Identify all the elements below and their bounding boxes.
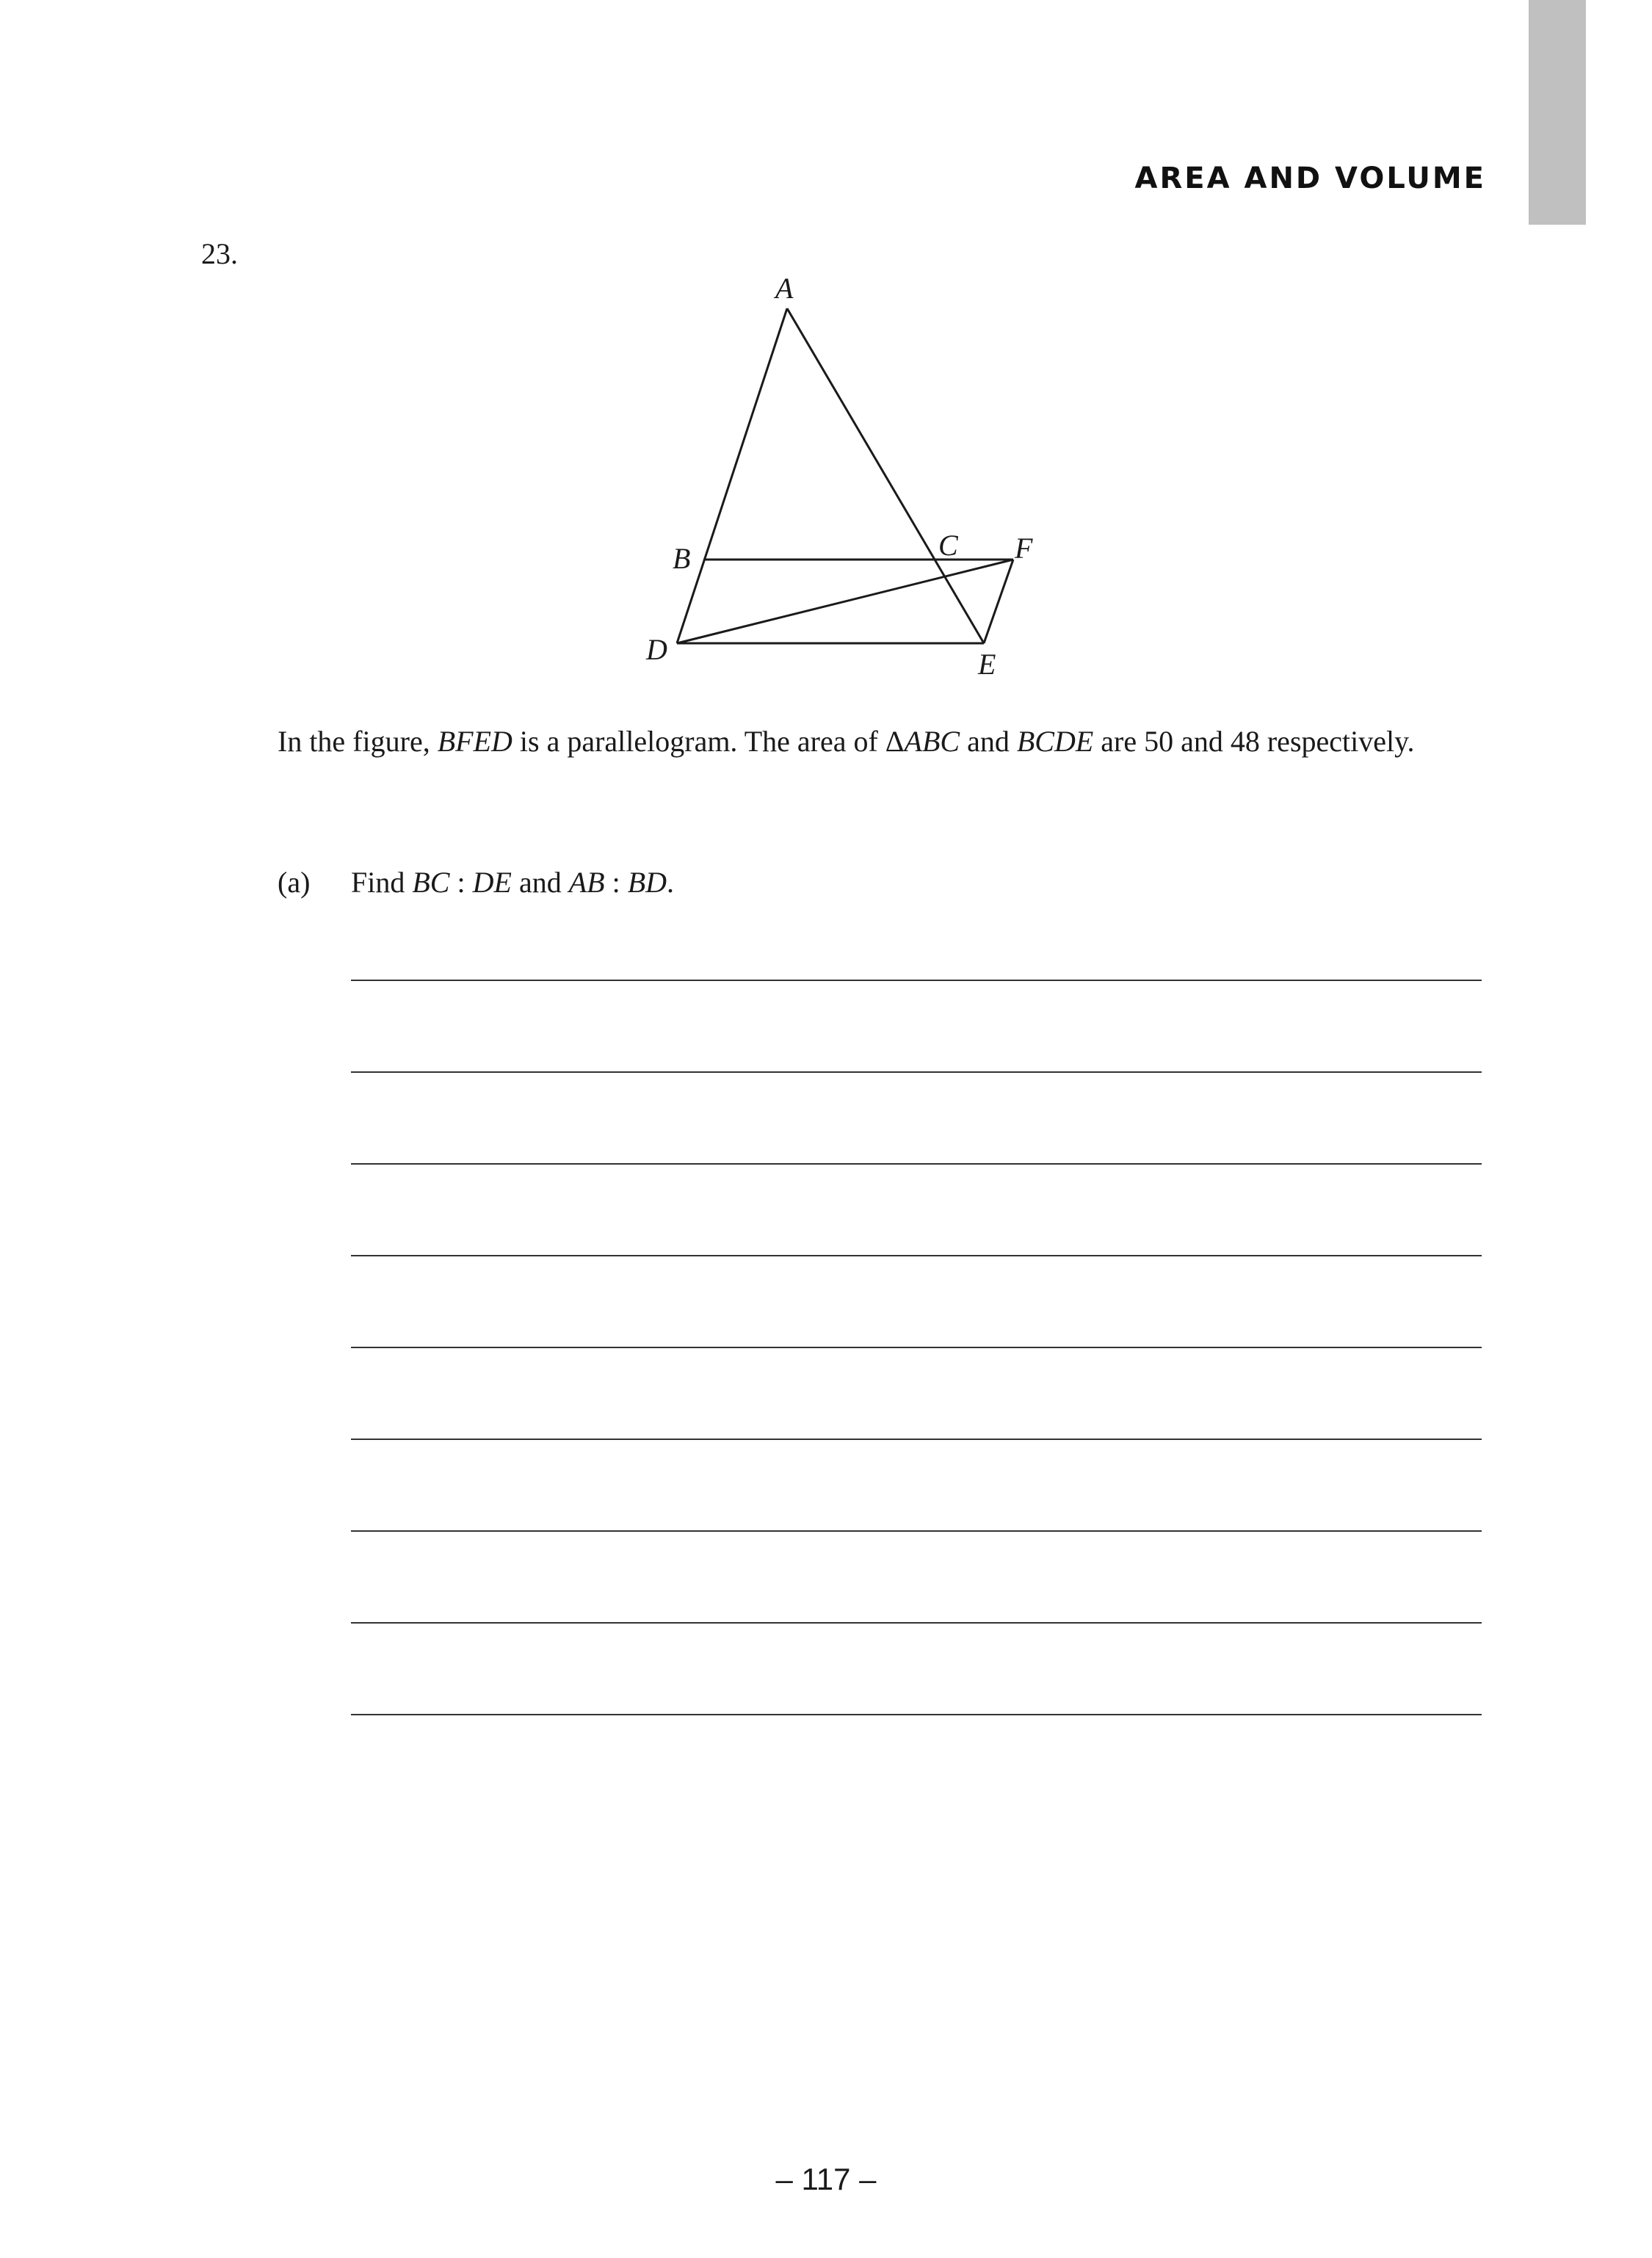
segment-df (677, 560, 1013, 643)
segment-ae (787, 308, 984, 643)
answer-line[interactable] (351, 1255, 1482, 1256)
chapter-side-tab (1529, 0, 1586, 225)
subpart-a-label: (a) (278, 866, 311, 899)
chapter-title: AREA AND VOLUME (1134, 162, 1486, 195)
answer-line[interactable] (351, 1163, 1482, 1165)
answer-line[interactable] (351, 1347, 1482, 1348)
answer-line[interactable] (351, 1530, 1482, 1532)
subpart-a-prompt: Find BC : DE and AB : BD. (351, 866, 675, 899)
figure-label-d: D (646, 633, 667, 666)
segment-ad (677, 308, 787, 643)
answer-line[interactable] (351, 1622, 1482, 1624)
figure-label-f: F (1015, 532, 1033, 565)
figure-label-c: C (938, 529, 958, 562)
segment-fe (984, 560, 1013, 643)
answer-line[interactable] (351, 1714, 1482, 1715)
figure-label-e: E (978, 648, 996, 681)
figure-label-b: B (673, 542, 691, 575)
answer-line[interactable] (351, 1439, 1482, 1440)
question-statement: In the figure, BFED is a parallelogram. The area of ΔABC and BCDE are 50 and 48 respectively. (278, 725, 1415, 758)
answer-line[interactable] (351, 980, 1482, 981)
page-number: – 117 – (775, 2162, 877, 2196)
figure-label-a: A (775, 272, 794, 305)
answer-line[interactable] (351, 1071, 1482, 1073)
question-number: 23. (201, 237, 238, 270)
